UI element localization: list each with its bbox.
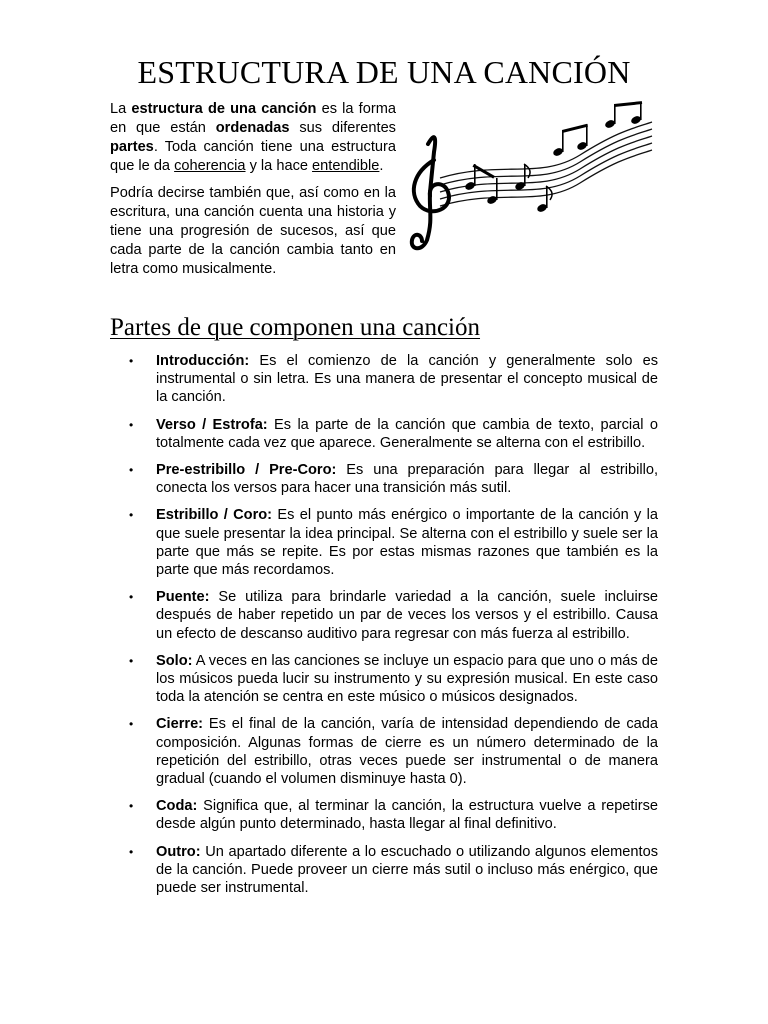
section-heading: Partes de que componen una canción [110, 314, 481, 341]
list-item: • Outro: Un apartado diferente a lo escuchado o utilizando algunos elementos de la canción. Puede proveer un cierre más sutil o incluso más enérgico, que puede ser instrumental. [129, 843, 658, 897]
list-item: • Pre-estribillo / Pre-Coro: Es una preparación para llegar al estribillo, conecta los versos para hacer una transición más sutil. [129, 462, 658, 497]
list-item: • Estribillo / Coro: Es el punto más enérgico o importante de la canción y la que suele presentar la idea principal. Se alterna con el estribillo y suele ser la parte que más se repite. Es por estas mismas razones que también es la parte que más recordamos. [129, 507, 658, 579]
bullet: • [129, 590, 134, 605]
list-item: • Cierre: Es el final de la canción, varía de intensidad dependiendo de cada composición. Algunas formas de cierre es un número determinado de la repetición del estribillo, otras veces puede ser instrumental o de manera gradual (cuando el volumen disminuye hasta 0). [129, 716, 658, 788]
list-item: • Solo: A veces en las canciones se incluye un espacio para que uno o más de los músicos pueda lucir su instrumento y su expresión musical. En este caso toda la atención se centra en este músico o músicos designados. [129, 652, 658, 706]
bullet: • [129, 799, 134, 814]
parts-list [110, 352, 658, 906]
music-staff-treble-clef-icon [400, 100, 658, 256]
intro-paragraph-2: Podría decirse también que, así como en la escritura, una canción cuenta una historia y tiene una progresión de sucesos, así que cada parte de la canción cambia tanto en letra como musicalmente. [110, 185, 396, 277]
list-item: • Verso / Estrofa: Es la parte de la canción que cambia de texto, parcial o totalmente cada vez que aparece. Generalmente se alterna con el estribillo. [129, 416, 658, 451]
list-item: • Introducción: Es el comienzo de la canción y generalmente solo es instrumental o sin letra. Es una manera de presentar el concepto musical de la canción. [129, 353, 658, 406]
list-item: • Puente: Se utiliza para brindarle variedad a la canción, suele incluirse después de haber repetido un par de veces los versos y el estribillo. Causa un efecto de descanso auditivo para regresar con más fuerza al estribillo. [129, 589, 658, 642]
page-title: ESTRUCTURA DE UNA CANCIÓN [137, 54, 631, 90]
intro-section [110, 100, 658, 287]
bullet: • [129, 463, 134, 478]
bullet: • [129, 508, 134, 523]
bullet: • [129, 844, 134, 859]
bullet: • [129, 717, 134, 732]
bullet: • [129, 354, 134, 368]
bullet: • [129, 417, 134, 432]
bullet: • [129, 653, 134, 668]
list-item: • Coda: Significa que, al terminar la canción, la estructura vuelve a repetirse desde algún punto determinado, hasta llegar al final definitivo. [129, 798, 658, 833]
intro-paragraph-1: La estructura de una canción es la forma en que están ordenadas sus diferentes partes. Toda canción tiene una estructura que le da coherencia y la hace entendible. [110, 101, 396, 174]
